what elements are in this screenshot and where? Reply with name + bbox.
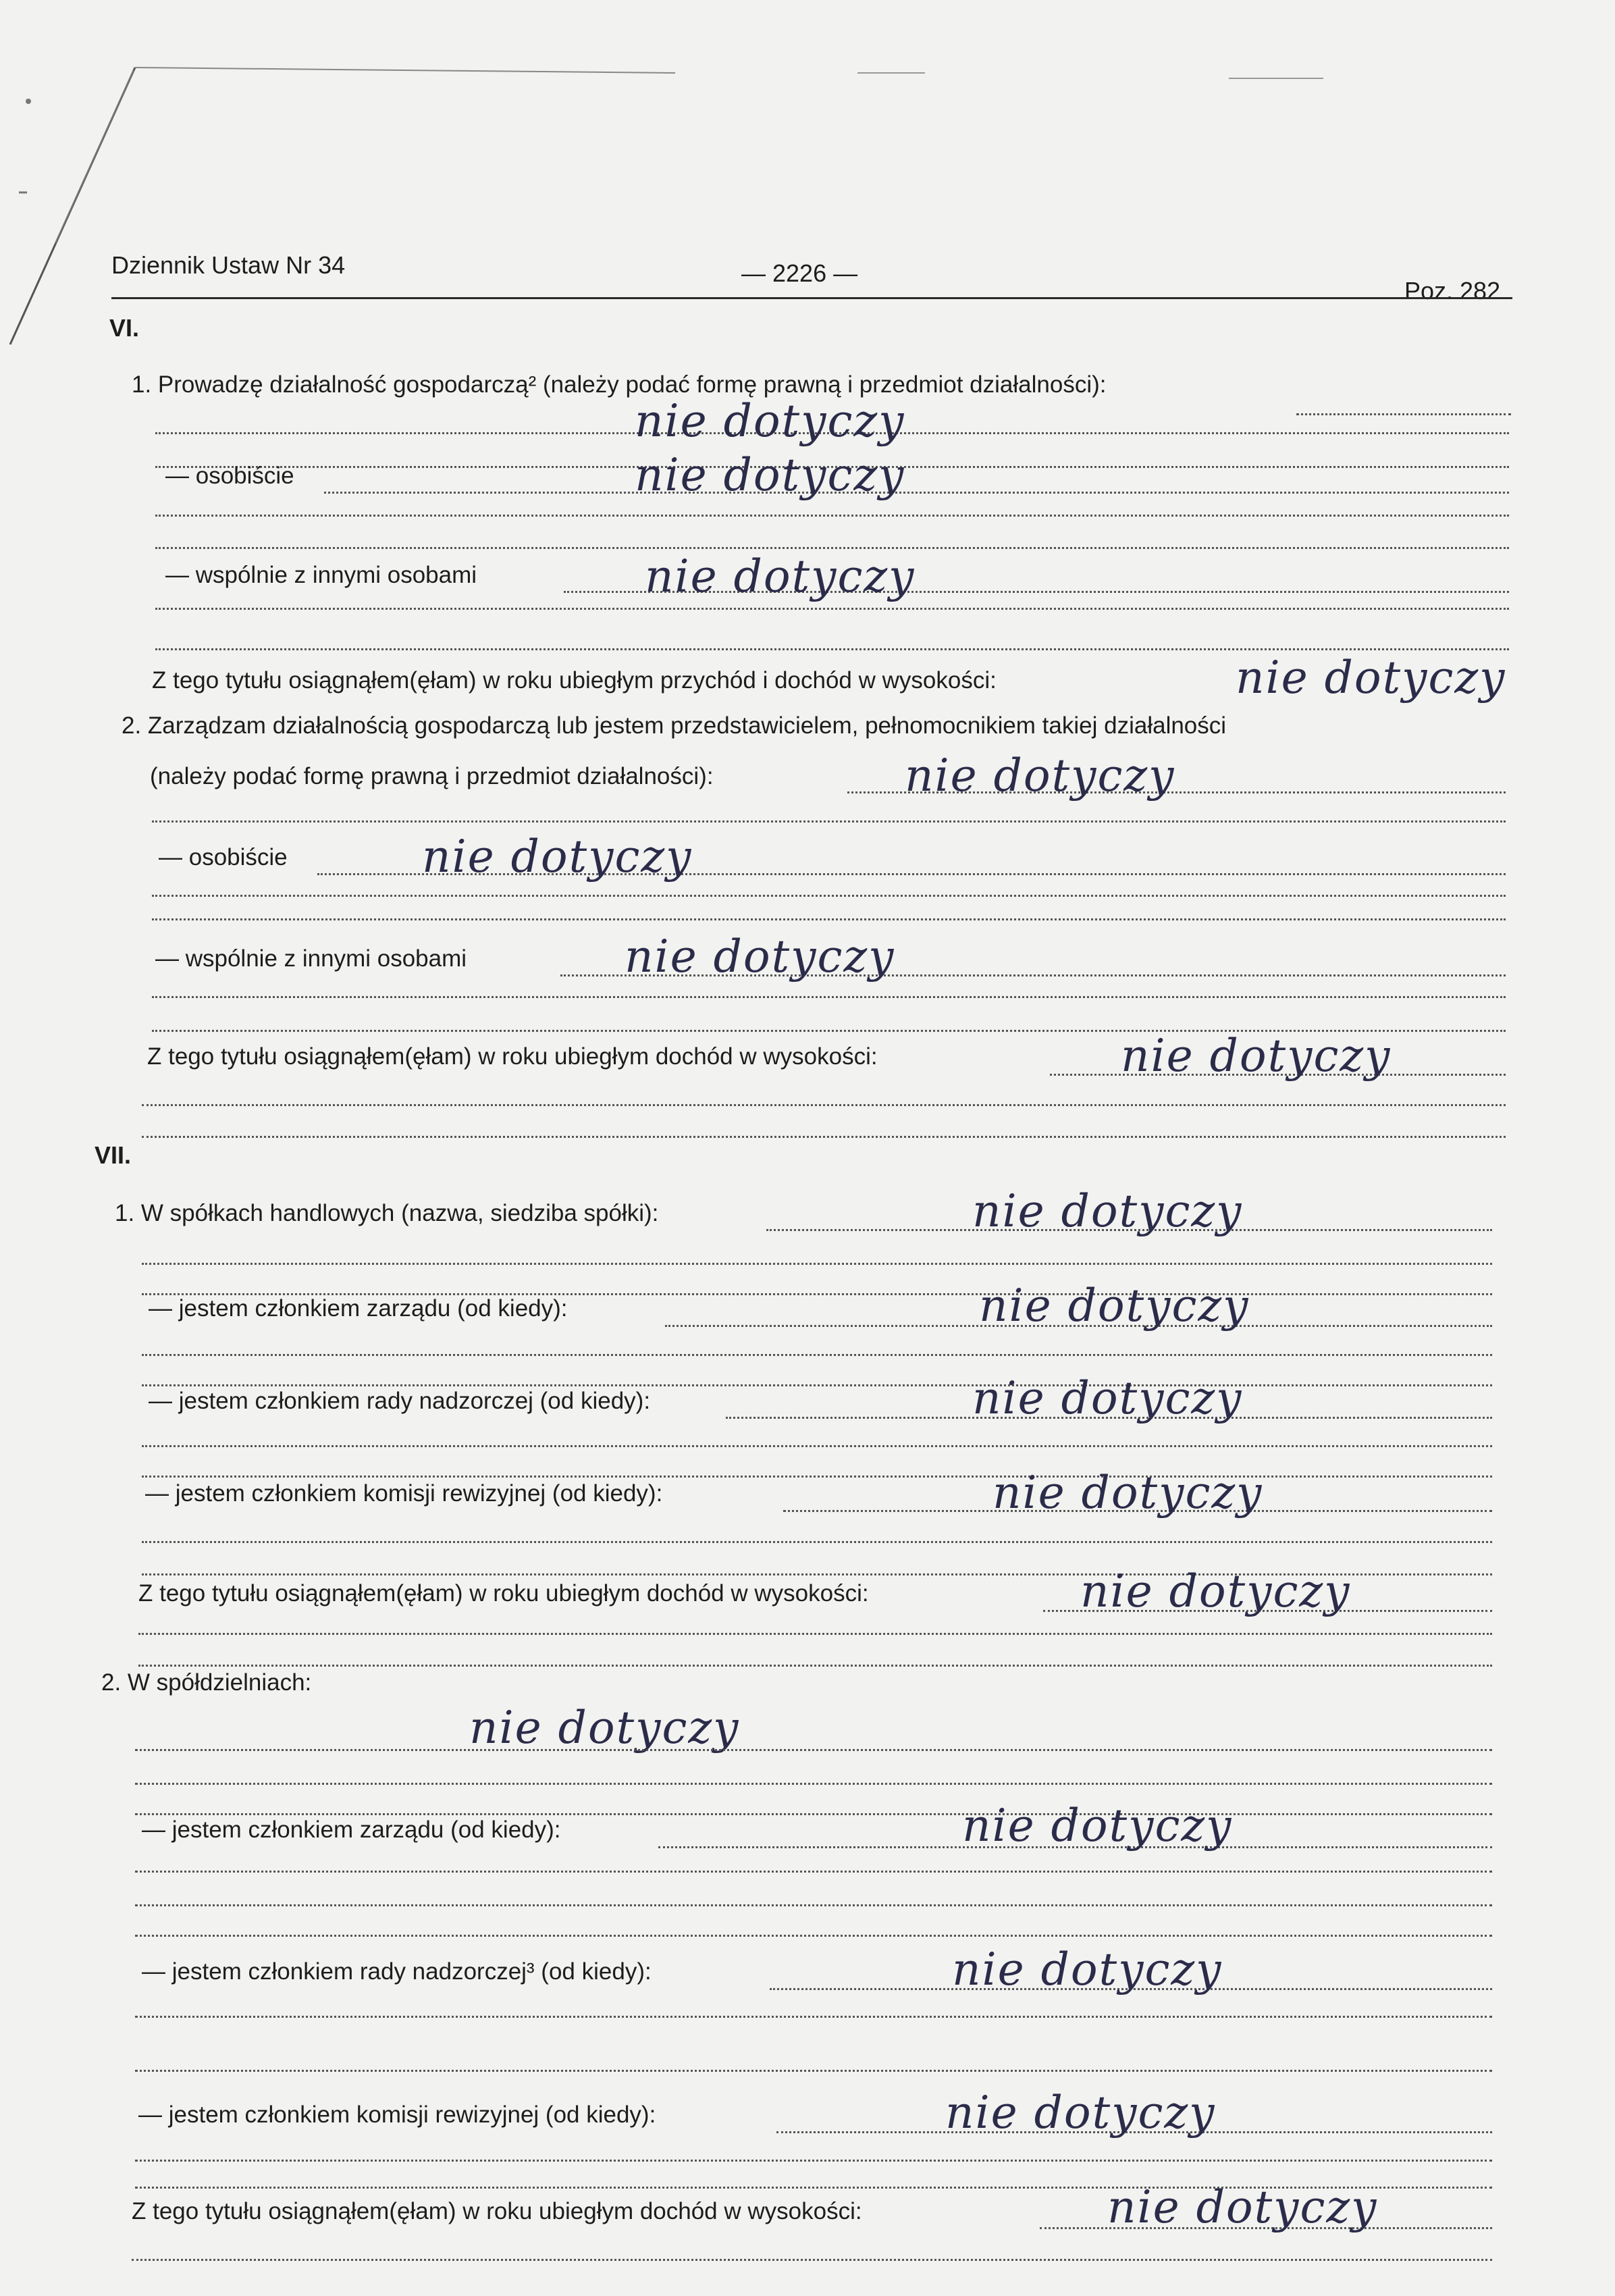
- section-vii-heading: VII.: [95, 1141, 132, 1169]
- vii-item1-supervisory-label: — jestem członkiem rady nadzorczej (od kiedy):: [149, 1388, 651, 1414]
- vi-item1-income-answer: nie dotyczy: [1236, 652, 1506, 704]
- vi-item2-label-line2: (należy podać formę prawną i przedmiot działalności):: [150, 763, 714, 789]
- vi-item2-label-line1: 2. Zarządzam działalnością gospodarczą lub jestem przedstawicielem, pełnomocnikiem takiej działalności: [122, 712, 1227, 739]
- vii-item1-audit-answer: nie dotyczy: [992, 1467, 1263, 1519]
- vii-item1-income-answer: nie dotyczy: [1080, 1565, 1351, 1617]
- vii-item1-answer: nie dotyczy: [972, 1185, 1243, 1237]
- header-rule: [111, 297, 1512, 299]
- vii-item2-supervisory-label: — jestem członkiem rady nadzorczej³ (od kiedy):: [142, 1958, 652, 1985]
- vii-item1-board-label: — jestem członkiem zarządu (od kiedy):: [149, 1295, 568, 1322]
- vi-item2-answer: nie dotyczy: [905, 750, 1175, 802]
- vi-item2-joint-label: — wspólnie z innymi osobami: [155, 945, 467, 972]
- vi-item1-joint-answer: nie dotyczy: [645, 550, 916, 602]
- vi-item2-joint-answer: nie dotyczy: [625, 931, 895, 983]
- vii-item1-label: 1. W spółkach handlowych (nazwa, siedziba spółki):: [115, 1200, 659, 1226]
- vii-item1-board-answer: nie dotyczy: [979, 1280, 1250, 1332]
- page-number: — 2226 —: [741, 259, 858, 287]
- vi-item2-income-label: Z tego tytułu osiągnąłem(ęłam) w roku ubiegłym dochód w wysokości:: [147, 1043, 878, 1070]
- vii-item2-board-label: — jestem członkiem zarządu (od kiedy):: [142, 1817, 561, 1843]
- vi-item2-income-answer: nie dotyczy: [1121, 1030, 1392, 1082]
- vi-item1-answer: nie dotyczy: [635, 395, 905, 447]
- vii-item2-board-answer: nie dotyczy: [962, 1800, 1233, 1852]
- vi-item1-label: 1. Prowadzę działalność gospodarczą² (należy podać formę prawną i przedmiot działalności):: [132, 371, 1107, 398]
- journal-title: Dziennik Ustaw Nr 34: [111, 251, 346, 279]
- vi-item1-personal-answer: nie dotyczy: [635, 449, 905, 501]
- vii-item2-answer: nie dotyczy: [469, 1702, 740, 1754]
- vi-item1-personal-label: — osobiście: [165, 463, 294, 489]
- vii-item1-audit-label: — jestem członkiem komisji rewizyjnej (od kiedy):: [145, 1480, 663, 1507]
- vii-item2-audit-label: — jestem członkiem komisji rewizyjnej (od kiedy):: [138, 2102, 656, 2128]
- vii-item2-income-label: Z tego tytułu osiągnąłem(ęłam) w roku ubiegłym dochód w wysokości:: [132, 2198, 862, 2224]
- vii-item2-income-answer: nie dotyczy: [1107, 2181, 1378, 2233]
- vii-item2-audit-answer: nie dotyczy: [945, 2087, 1216, 2139]
- position-number: Poz. 282: [1404, 277, 1501, 305]
- section-vi-heading: VI.: [109, 314, 140, 342]
- vii-item2-label: 2. W spółdzielniach:: [101, 1669, 312, 1696]
- vii-item1-supervisory-answer: nie dotyczy: [972, 1372, 1243, 1424]
- vi-item1-joint-label: — wspólnie z innymi osobami: [165, 562, 477, 588]
- vii-item1-income-label: Z tego tytułu osiągnąłem(ęłam) w roku ubiegłym dochód w wysokości:: [138, 1580, 869, 1607]
- vii-item2-supervisory-answer: nie dotyczy: [952, 1943, 1223, 1995]
- vi-item2-personal-label: — osobiście: [159, 844, 288, 870]
- vi-item1-income-label: Z tego tytułu osiągnąłem(ęłam) w roku ubiegłym przychód i dochód w wysokości:: [152, 667, 997, 694]
- vi-item2-personal-answer: nie dotyczy: [422, 831, 693, 883]
